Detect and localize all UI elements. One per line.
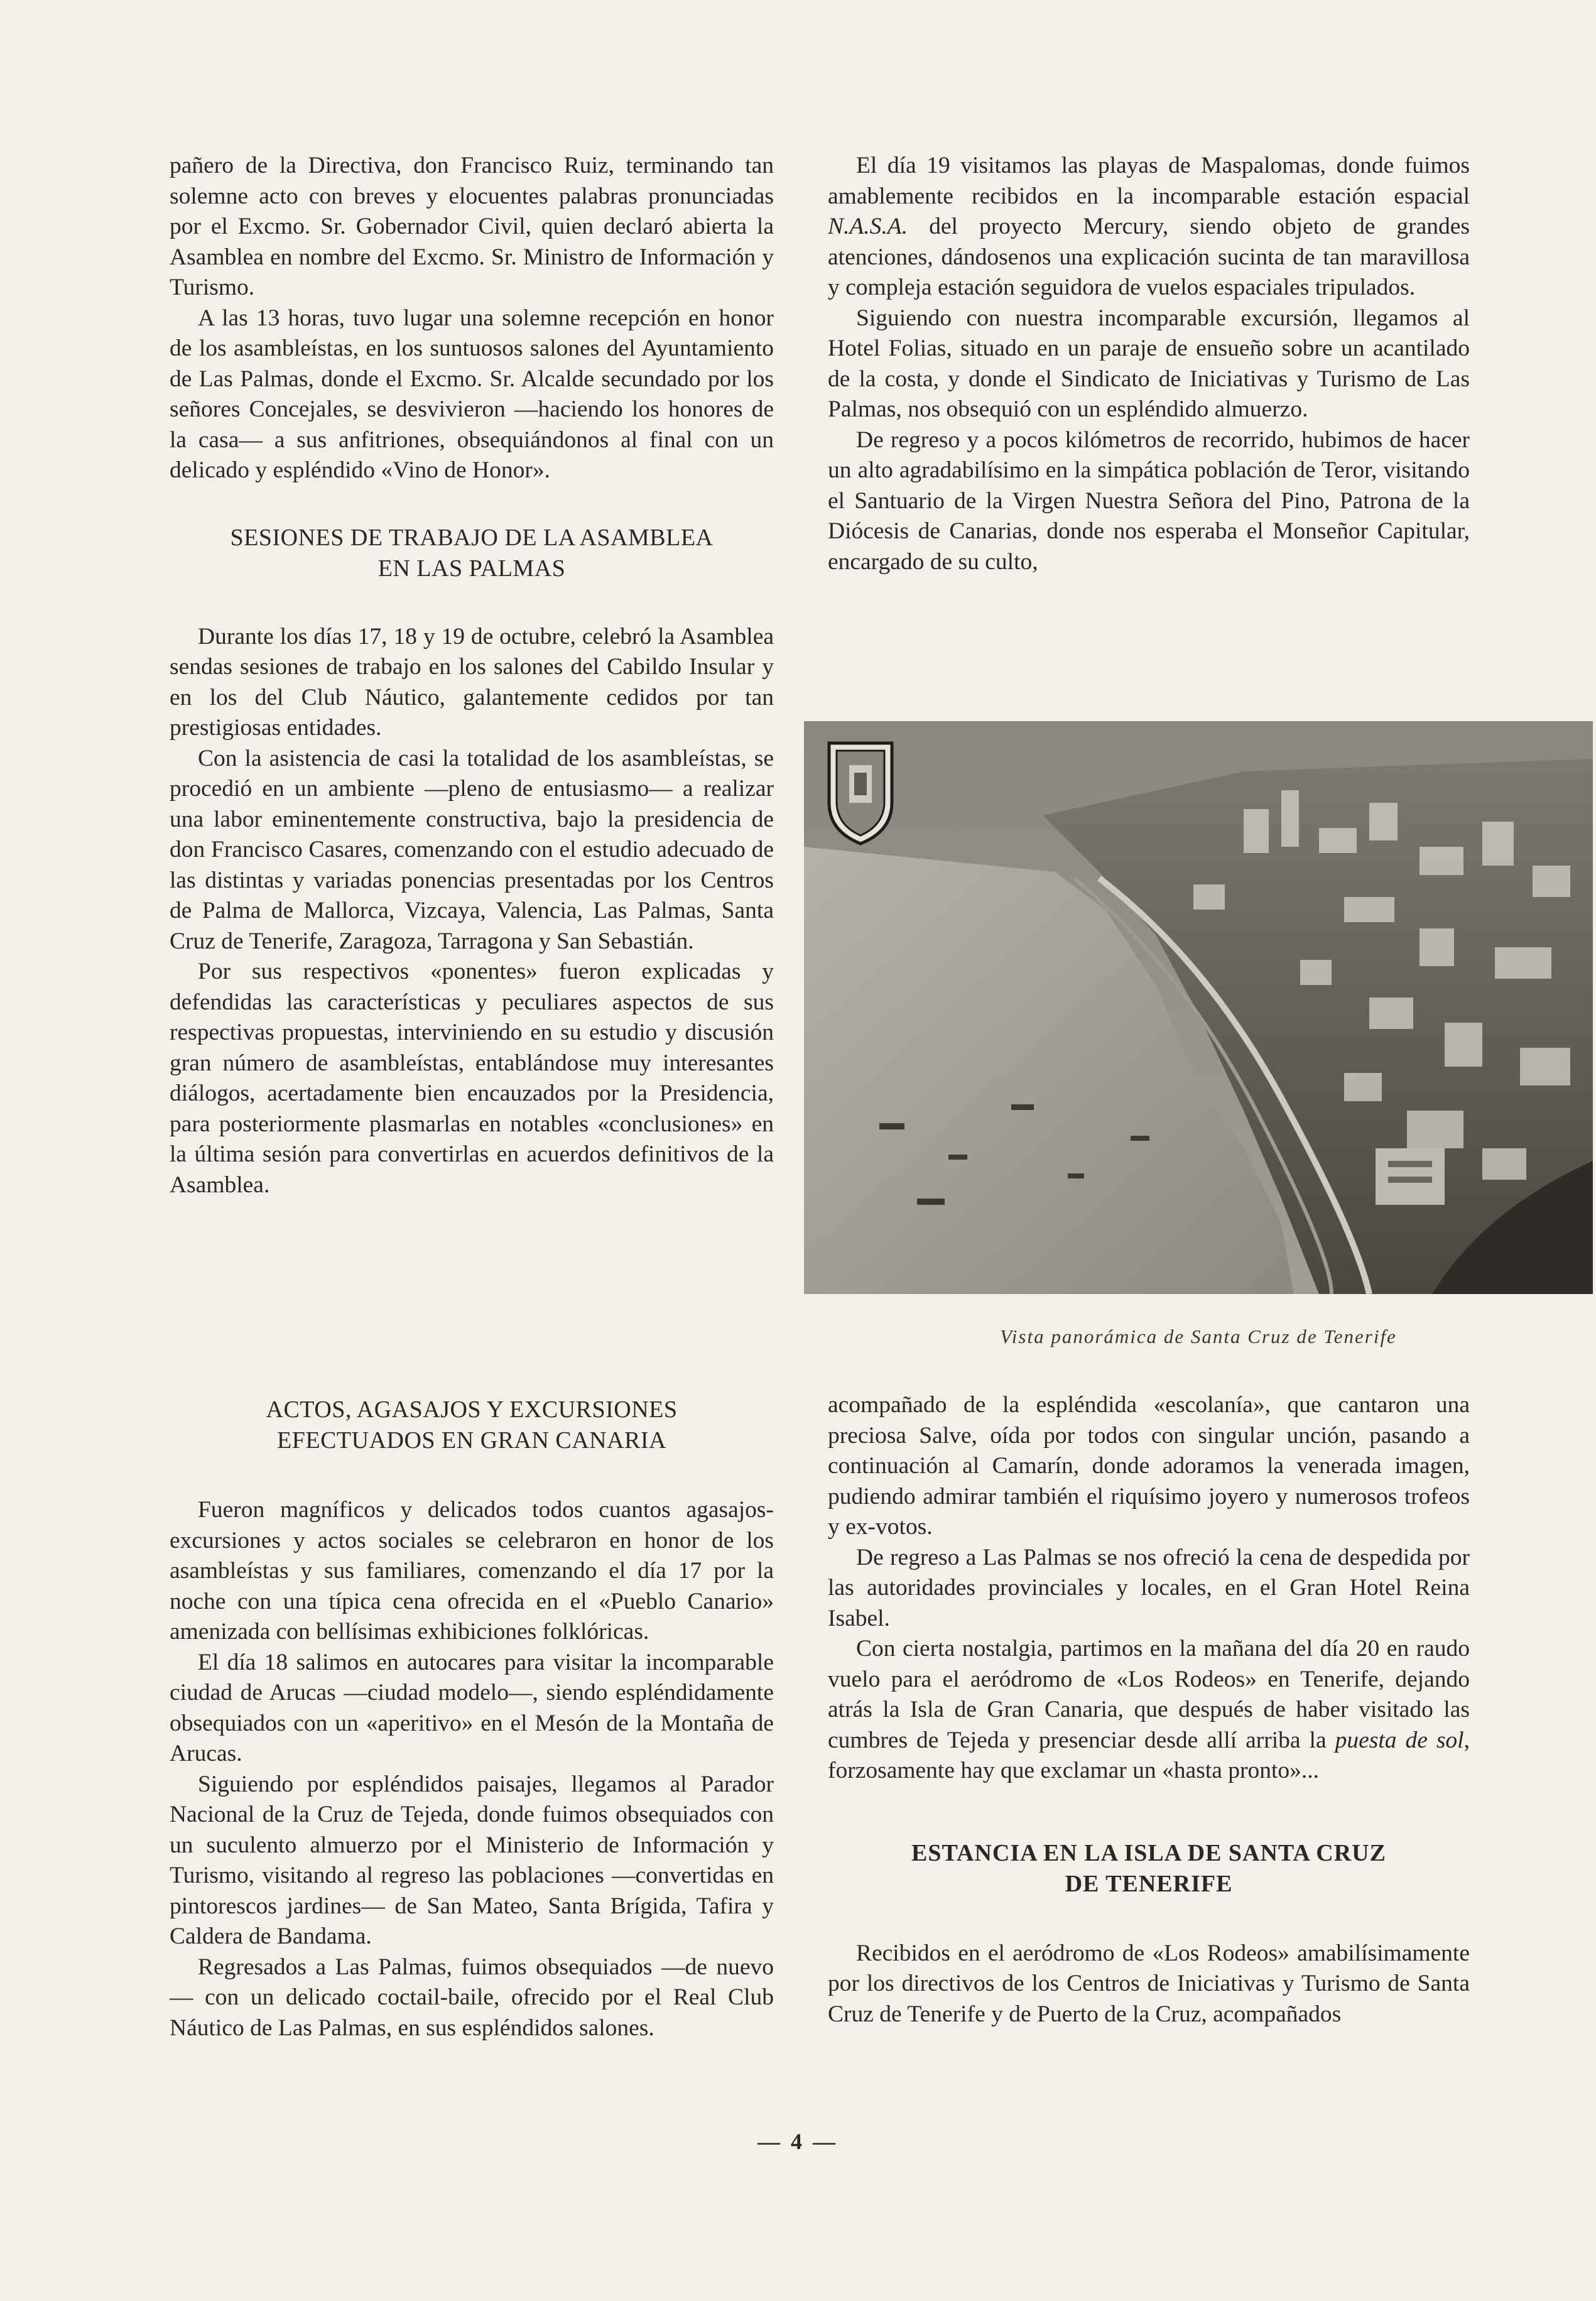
- paragraph: De regreso a Las Palmas se nos ofreció la cena de despedida por las autoridades provinciales y locales, en el Gran Hotel Reina Isabel.: [828, 1544, 1470, 1631]
- right-column-bottom: [828, 1390, 1470, 2030]
- paragraph: Durante los días 17, 18 y 19 de octubre, celebró la Asamblea sendas sesiones de trabajo en los salones del Cabildo Insular y en los del Club Náutico, galantemente cedidos por tan prestigiosas entidades.: [170, 623, 774, 741]
- section-heading-line: ESTANCIA EN LA ISLA DE SANTA CRUZ: [911, 1839, 1386, 1866]
- paragraph: A las 13 horas, tuvo lugar una solemne recepción en honor de los asambleístas, en los suntuosos salones del Ayuntamiento de Las Palmas, donde el Excmo. Sr. Alcalde secundado por los señores Concejales, se desvivieron —haciendo los honores de la casa— a sus anfitriones, obsequiándonos al final con un delicado y espléndido «Vino de Honor».: [170, 305, 774, 483]
- paragraph: [828, 1634, 1470, 1787]
- left-column-lower: [170, 1395, 774, 2043]
- paragraph: Por sus respectivos «ponentes» fueron explicadas y defendidas las características y peculiares aspectos de sus respectivas propuestas, interviniendo en su estudio y discusión gran número de asambleístas, entablándose muy interesantes diálogos, acertadamente bien encauzados por la Presidencia, para posteriormente plasmarlas en notables «conclusiones» en la última sesión para convertirlas en acuerdos definitivos de la Asamblea.: [170, 959, 774, 1198]
- paragraph: Recibidos en el aeródromo de «Los Rodeos» amabilísimamente por los directivos de los Centros de Iniciativas y Turismo de Santa Cruz de Tenerife y de Puerto de la Cruz, acompañados: [828, 1940, 1470, 2027]
- text-run-italic: puesta de sol: [1335, 1727, 1464, 1753]
- section-heading-line: DE TENERIFE: [1065, 1870, 1233, 1897]
- section-heading-line: SESIONES DE TRABAJO DE LA ASAMBLEA: [230, 524, 714, 551]
- left-column: [170, 151, 774, 1200]
- paragraph: Fueron magníficos y delicados todos cuantos agasajos-excursiones y actos sociales se celebraron en honor de los asambleístas y sus familiares, comenzando el día 17 por la noche con una típica cena ofrecida en el «Pueblo Canario» amenizada con bellísimas exhibiciones folklóricas.: [170, 1497, 774, 1645]
- section-heading: [170, 523, 774, 584]
- text-run: del proyecto Mercury, siendo objeto de grandes atenciones, dándosenos una explicación sucinta de tan maravillosa y compleja estación seguidora de vuelos espaciales tripulados.: [828, 214, 1470, 300]
- paragraph: acompañado de la espléndida «escolanía», que cantaron una preciosa Salve, oída por todos con singular unción, pasando a continuación al Camarín, donde adoramos la venerada imagen, pudiendo admirar también el riquísimo joyero y numerosos trofeos y ex-votos.: [828, 1392, 1470, 1540]
- paragraph: [828, 151, 1470, 303]
- section-heading-line: ACTOS, AGASAJOS Y EXCURSIONES: [266, 1396, 678, 1423]
- paragraph: Siguiendo por espléndidos paisajes, llegamos al Parador Nacional de la Cruz de Tejeda, donde fuimos obsequiados con un suculento almuerzo por el Ministerio de Información y Turismo, visitando al regreso las poblaciones —convertidas en pintorescos jardines— de San Mateo, Santa Brígida, Tafira y Caldera de Bandama.: [170, 1771, 774, 1949]
- paragraph: Regresados a Las Palmas, fuimos obsequiados —de nuevo— con un delicado coctail-baile, ofrecido por el Real Club Náutico de Las Palmas, en sus espléndidos salones.: [170, 1954, 774, 2041]
- text-run: El día 19 visitamos las playas de Maspalomas, donde fuimos amablemente recibidos en la incomparable estación espacial: [828, 153, 1470, 209]
- paragraph: Con la asistencia de casi la totalidad de los asambleístas, se procedió en un ambiente —pleno de entusiasmo— a realizar una labor eminentemente constructiva, bajo la presidencia de don Francisco Casares, comenzando con el estudio adecuado de las distintas y variadas ponencias presentadas por los Centros de Palma de Mallorca, Vizcaya, Valencia, Las Palmas, Santa Cruz de Tenerife, Zaragoza, Tarragona y San Sebastián.: [170, 745, 774, 954]
- text-run-italic: N.A.S.A.: [828, 214, 908, 239]
- section-heading-line: EN LAS PALMAS: [377, 555, 566, 582]
- paragraph: Siguiendo con nuestra incomparable excursión, llegamos al Hotel Folias, situado en un paraje de ensueño sobre un acantilado de la costa, y donde el Sindicato de Iniciativas y Turismo de Las Palmas, nos obsequió con un espléndido almuerzo.: [828, 305, 1470, 422]
- text-run: Con cierta nostalgia, partimos en la mañana del día 20 en raudo vuelo para el aeródromo de «Los Rodeos» en Tenerife, dejando atrás la Isla de Gran Canaria, que después de haber visitado las cumbres de Tejeda y presenciar desde allí arriba la: [828, 1636, 1470, 1753]
- page-number: — 4 —: [757, 2129, 838, 2154]
- coat-of-arms-icon: [829, 743, 892, 844]
- paragraph: De regreso y a pocos kilómetros de recorrido, hubimos de hacer un alto agradabilísimo en la simpática población de Teror, visitando el Santuario de la Virgen Nuestra Señora del Pino, Patrona de la Diócesis de Canarias, donde nos esperaba el Monseñor Capitular, encargado de su culto,: [828, 427, 1470, 575]
- section-heading: [828, 1838, 1470, 1900]
- section-heading-line: EFECTUADOS EN GRAN CANARIA: [277, 1427, 666, 1454]
- paragraph: El día 18 salimos en autocares para visitar la incomparable ciudad de Arucas —ciudad modelo—, siendo espléndidamente obsequiados con un «aperitivo» en el Mesón de la Montaña de Arucas.: [170, 1649, 774, 1766]
- panorama-photo: [804, 721, 1593, 1294]
- text-run: , forzosamente hay que exclamar un «hasta pronto»...: [828, 1727, 1470, 1783]
- city-panorama-image: [804, 721, 1593, 1294]
- photo-caption: Vista panorámica de Santa Cruz de Tenerife: [1000, 1325, 1397, 1347]
- paragraph: pañero de la Directiva, don Francisco Ruiz, terminando tan solemne acto con breves y elocuentes palabras pronunciadas por el Excmo. Sr. Gobernador Civil, quien declaró abierta la Asamblea en nombre del Excmo. Sr. Ministro de Información y Turismo.: [170, 153, 774, 300]
- section-heading: [170, 1395, 774, 1456]
- right-column-top: [828, 151, 1470, 577]
